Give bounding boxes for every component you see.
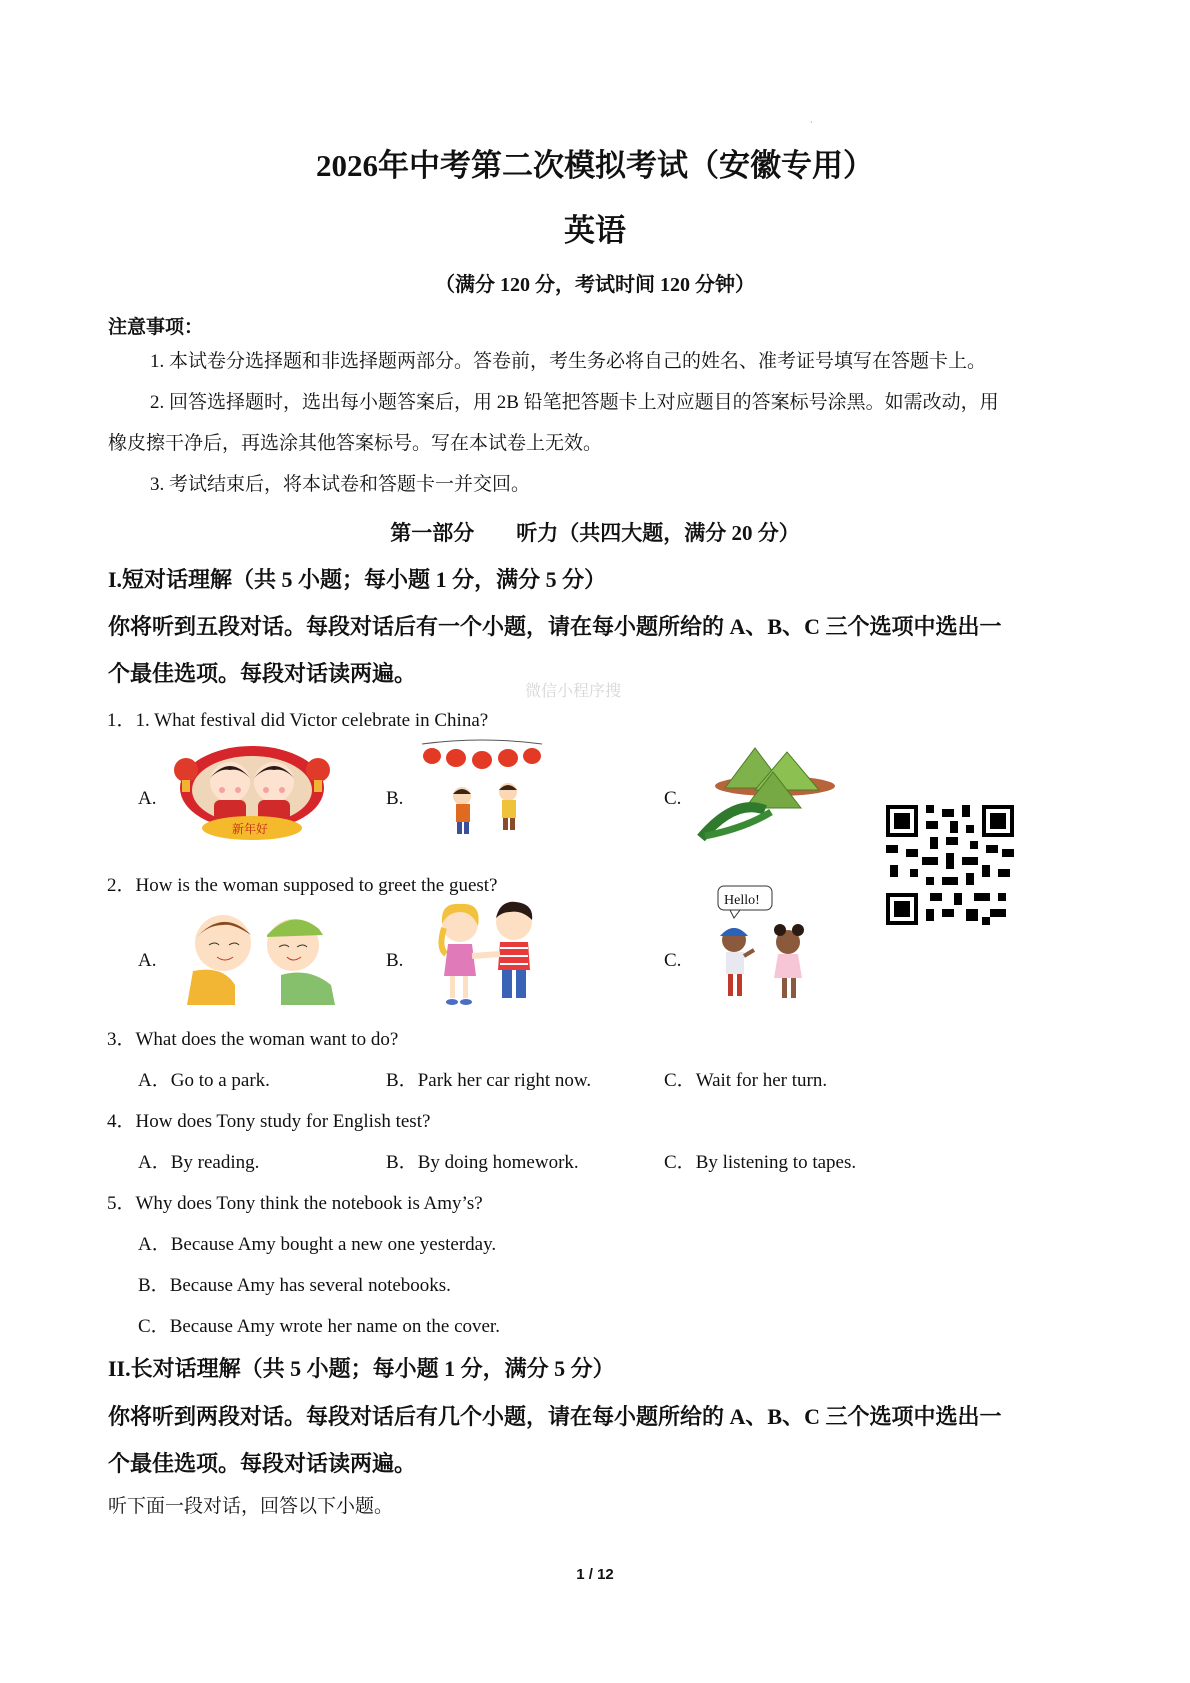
zongzi-image [695,738,840,843]
q1-option-c-label: C. [664,788,682,809]
q3-option-a-label: A． [138,1070,171,1091]
svg-text:Hello!: Hello! [724,893,760,908]
q3-option-a-text: Go to a park. [170,1070,270,1091]
section1-instruction-1: 你将听到五段对话。每段对话后有一个小题，请在每小题所给的 A、B、C 三个选项中选出一 [108,614,1002,639]
q4-option-b-label: B． [386,1152,418,1173]
q4-option-c [664,1147,856,1174]
notice-item-3: 3. 考试结束后，将本试卷和答题卡一并交回。 [150,474,531,495]
part1-title: 第一部分 听力（共四大题，满分 20 分） [390,521,800,545]
lantern-festival-kids-image [420,738,545,838]
q4-option-b-text: By doing homework. [417,1152,579,1173]
notice-item-2: 2. 回答选择题时，选出每小题答案后，用 2B 铅笔把答题卡上对应题目的答案标号涂黑。如需改动，用 [150,392,999,413]
q1-option-b-label: B. [386,788,404,809]
section1-instruction-2: 个最佳选项。每段对话读两遍。 [108,661,417,686]
exam-title: 2026年中考第二次模拟考试（安徽专用） [316,148,874,183]
q4-option-b [386,1147,579,1174]
exam-subject: 英语 [564,213,626,248]
score-info: （满分 120 分，考试时间 120 分钟） [435,274,755,296]
notice-item-2-cont: 橡皮擦干净后，再选涂其他答案标号。写在本试卷上无效。 [108,433,603,454]
scan-dot: · [810,118,813,127]
q5-option-c [138,1311,500,1338]
watermark: 微信小程序搜 [525,681,622,700]
section2-title: II.长对话理解（共 5 小题；每小题 1 分，满分 5 分） [108,1356,615,1381]
section2-lead: 听下面一段对话，回答以下小题。 [108,1496,394,1517]
question-2-stem: 2．How is the woman supposed to greet the guest? [107,875,498,896]
q4-option-a-label: A． [138,1152,171,1173]
section1-title: I.短对话理解（共 5 小题；每小题 1 分，满分 5 分） [108,567,607,592]
q3-option-c-label: C． [664,1070,696,1091]
q4-option-c-text: By listening to tapes. [695,1152,857,1173]
q3-option-b-text: Park her car right now. [417,1070,592,1091]
svg-text:新年好: 新年好 [232,822,269,836]
shaking-hands-image [430,898,545,1010]
q5-option-c-label: C． [138,1316,170,1337]
q5-option-b [138,1270,451,1297]
spring-festival-kids-image [172,740,332,840]
qr-code[interactable] [886,805,1014,925]
bowing-boys-image [173,905,348,1005]
q5-option-a-text: Because Amy bought a new one yesterday. [170,1234,497,1255]
q5-option-b-text: Because Amy has several notebooks. [169,1275,451,1296]
question-3-stem: 3．What does the woman want to do? [107,1029,399,1050]
question-4-stem: 4．How does Tony study for English test? [107,1111,431,1132]
q4-option-a [138,1147,259,1174]
q4-option-a-text: By reading. [170,1152,260,1173]
q5-option-c-text: Because Amy wrote her name on the cover. [169,1316,500,1337]
page-number: 1 / 12 [576,1566,614,1583]
section2-instruction-2: 个最佳选项。每段对话读两遍。 [108,1451,417,1476]
q3-option-a [138,1065,270,1092]
q4-option-c-label: C． [664,1152,696,1173]
q5-option-a [138,1229,496,1256]
q2-option-b-label: B. [386,950,404,971]
saying-hello-image [702,880,827,1010]
q3-option-b [386,1065,591,1092]
q3-option-c-text: Wait for her turn. [695,1070,828,1091]
section2-instruction-1: 你将听到两段对话。每段对话后有几个小题，请在每小题所给的 A、B、C 三个选项中选出一 [108,1404,1002,1429]
q3-option-c [664,1065,827,1092]
question-5-stem: 5．Why does Tony think the notebook is Amy’s? [107,1193,483,1214]
notice-title: 注意事项： [108,317,204,338]
q2-option-a-label: A. [138,950,157,971]
notice-item-1: 1. 本试卷分选择题和非选择题两部分。答卷前，考生务必将自己的姓名、准考证号填写在答题卡上。 [150,351,987,372]
q5-option-a-label: A． [138,1234,171,1255]
q2-option-c-label: C. [664,950,682,971]
question-1-stem: 1．1. What festival did Victor celebrate in China? [107,710,489,731]
q5-option-b-label: B． [138,1275,170,1296]
q3-option-b-label: B． [386,1070,418,1091]
q1-option-a-label: A. [138,788,157,809]
